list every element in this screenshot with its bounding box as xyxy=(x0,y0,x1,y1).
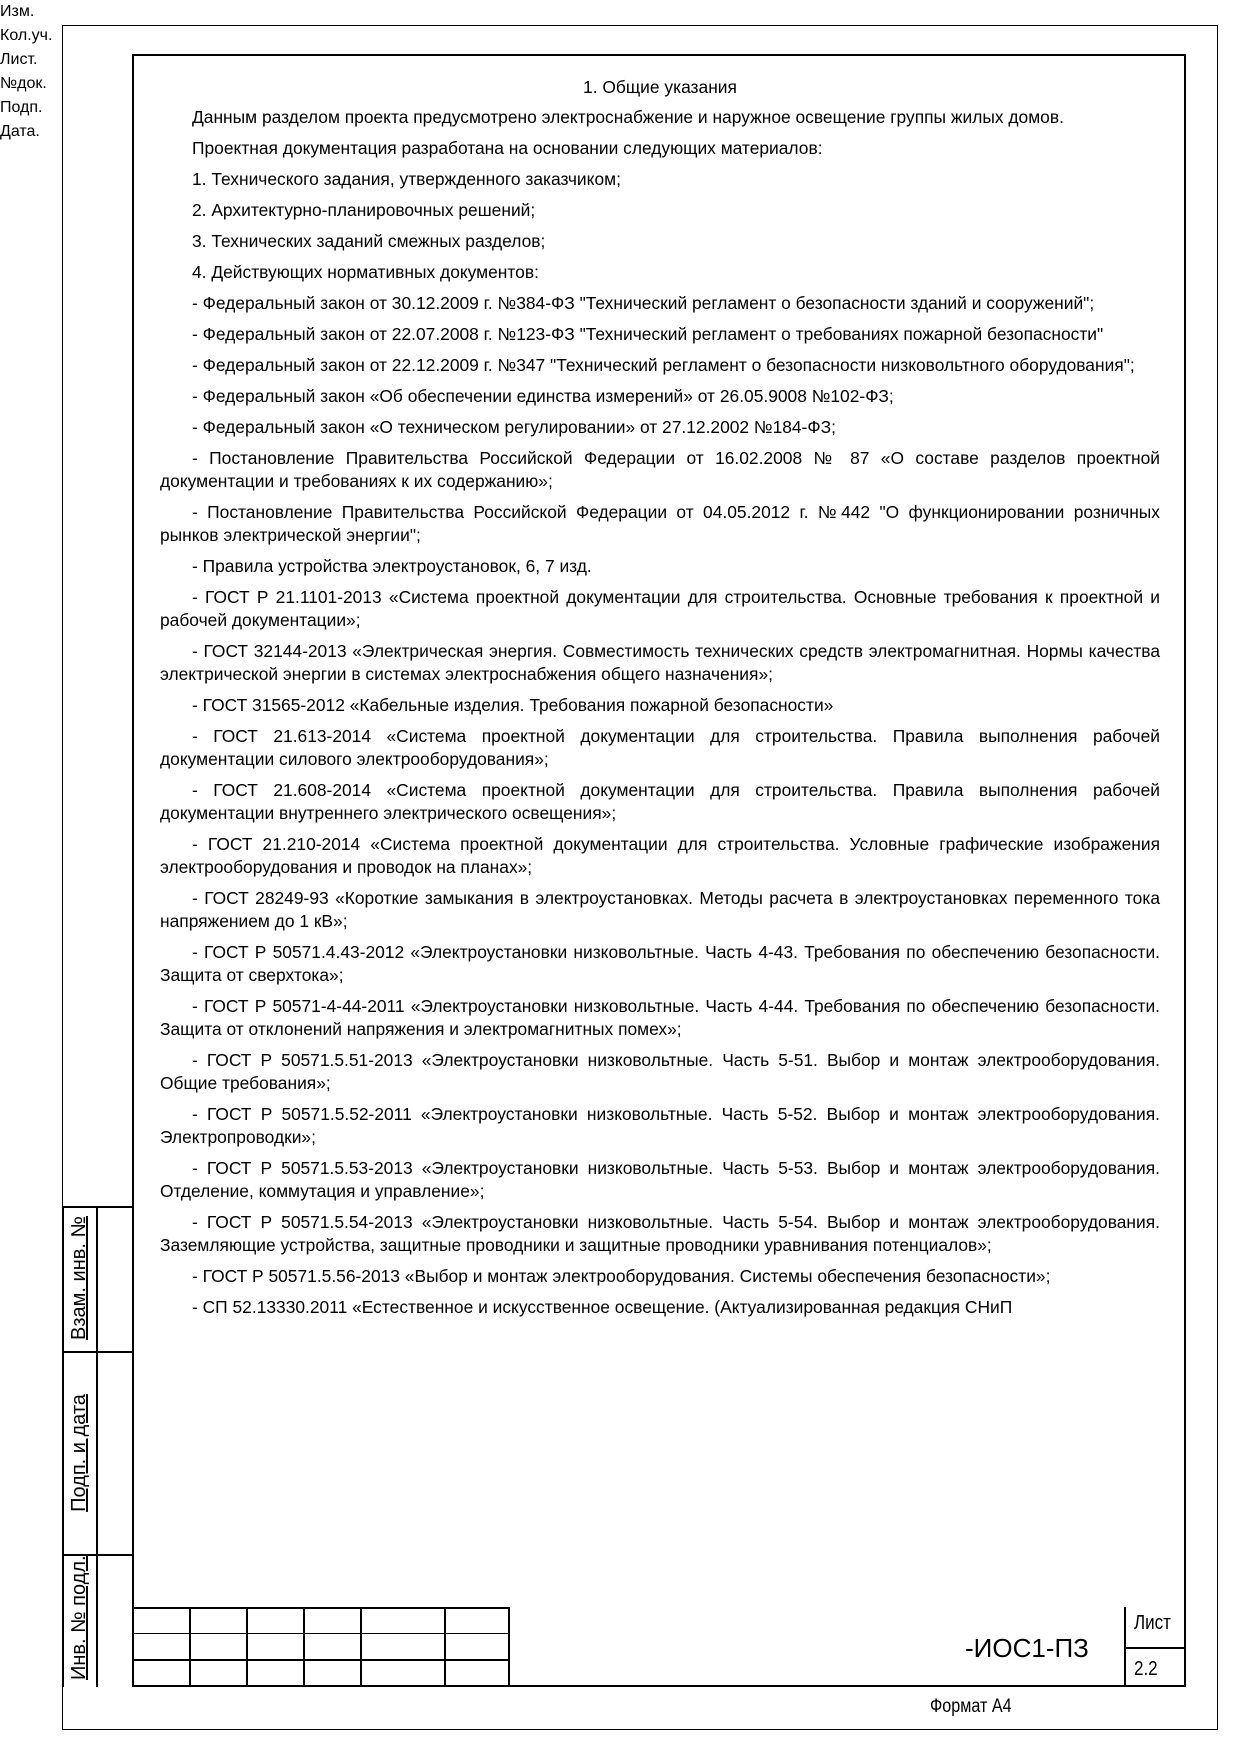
title-block-col-label: Подп. xyxy=(0,99,43,116)
stamp-original-inv: Инв. № подл. xyxy=(68,1555,90,1680)
paragraph: - Федеральный закон от 22.12.2009 г. №347 "Технический регламент о безопасности низковольтного оборудования"; xyxy=(192,355,1135,375)
paragraph: - Правила устройства электроустановок, 6, 7 изд. xyxy=(192,556,592,576)
title-block-col-label: Изм. xyxy=(0,3,35,20)
section-heading: 1. Общие указания xyxy=(583,77,737,97)
paragraph: 1. Технического задания, утвержденного заказчиком; xyxy=(192,169,621,189)
paragraph: - Федеральный закон «Об обеспечении единства измерений» от 26.05.9008 №102-ФЗ; xyxy=(192,386,894,406)
paragraph: Данным разделом проекта предусмотрено электроснабжение и наружное освещение группы жилых домов. xyxy=(192,107,1064,127)
document-body xyxy=(160,76,1160,1327)
paragraph: - Федеральный закон от 30.12.2009 г. №384-ФЗ "Технический регламент о безопасности зданий и сооружений"; xyxy=(192,293,1095,313)
paragraph: 2. Архитектурно-планировочных решений; xyxy=(192,200,536,220)
sheet-label: Лист xyxy=(1134,1612,1171,1634)
paragraph: - Постановление Правительства Российской Федерации от 16.02.2008 № 87 «О составе разделов проектной документации и требованиях к их содержанию»; xyxy=(160,448,1160,491)
paragraph: - ГОСТ Р 50571.5.52-2011 «Электроустановки низковольтные. Часть 5-52. Выбор и монтаж электрооборудования. Электропроводки»; xyxy=(160,1104,1160,1147)
title-block-col-label: №док. xyxy=(0,75,47,92)
title-block-col-label: Лист. xyxy=(0,51,38,68)
paragraph: - ГОСТ Р 50571.5.54-2013 «Электроустановки низковольтные. Часть 5-54. Выбор и монтаж электрооборудования. Заземляющие устройства, защитные проводники и защитные проводники уравнивания потенциалов»; xyxy=(160,1212,1160,1255)
paragraph: - ГОСТ 21.210-2014 «Система проектной документации для строительства. Условные графические изображения электрооборудования и проводок на планах»; xyxy=(160,834,1160,877)
paragraph: - ГОСТ Р 50571-4-44-2011 «Электроустановки низковольтные. Часть 4-44. Требования по обеспечению безопасности. Защита от отклонений напряжения и электромагнитных помех»; xyxy=(160,996,1160,1039)
title-block-col-label: Кол.уч. xyxy=(0,27,53,44)
paragraph: - ГОСТ 28249-93 «Короткие замыкания в электроустановках. Методы расчета в электроустановках переменного тока напряжением до 1 кВ»; xyxy=(160,888,1160,931)
document-code: -ИОС1-ПЗ xyxy=(965,1633,1089,1663)
paragraph: - Постановление Правительства Российской Федерации от 04.05.2012 г. №442 "О функционировании розничных рынков электрической энергии"; xyxy=(160,502,1160,545)
paragraph: 3. Технических заданий смежных разделов; xyxy=(192,231,546,251)
paragraph-list xyxy=(160,106,1160,1319)
stamp-signature-date: Подп. и дата xyxy=(68,1394,90,1512)
paragraph: - ГОСТ Р 50571.5.56-2013 «Выбор и монтаж электрооборудования. Системы обеспечения безопасности»; xyxy=(192,1266,1051,1286)
title-block-col-label: Дата. xyxy=(0,123,40,140)
paragraph: - ГОСТ Р 50571.5.51-2013 «Электроустановки низковольтные. Часть 5-51. Выбор и монтаж электрооборудования. Общие требования»; xyxy=(160,1050,1160,1093)
paragraph: - СП 52.13330.2011 «Естественное и искусственное освещение. (Актуализированная редакция СНиП xyxy=(192,1297,1013,1317)
paragraph: - ГОСТ 31565-2012 «Кабельные изделия. Требования пожарной безопасности» xyxy=(192,695,834,715)
paragraph: - ГОСТ Р 21.1101-2013 «Система проектной документации для строительства. Основные требования к проектной и рабочей документации»; xyxy=(160,587,1160,630)
paragraph: - ГОСТ Р 50571.4.43-2012 «Электроустановки низковольтные. Часть 4-43. Требования по обеспечению безопасности. Защита от сверхтока»; xyxy=(160,942,1160,985)
paragraph: 4. Действующих нормативных документов: xyxy=(192,262,539,282)
stamp-replacement-inv: Взам. инв. № xyxy=(68,1216,90,1340)
sheet-number: 2.2 xyxy=(1134,1658,1158,1680)
paragraph: - ГОСТ 32144-2013 «Электрическая энергия. Совместимость технических средств электромагнитная. Нормы качества электрической энергии в системах электроснабжения общего назначения»; xyxy=(160,641,1160,684)
paragraph: - ГОСТ 21.613-2014 «Система проектной документации для строительства. Правила выполнения рабочей документации силового электрооборудования»; xyxy=(160,726,1160,769)
format-label: Формат А4 xyxy=(930,1696,1012,1717)
paragraph: - ГОСТ Р 50571.5.53-2013 «Электроустановки низковольтные. Часть 5-53. Выбор и монтаж электрооборудования. Отделение, коммутация и управление»; xyxy=(160,1158,1160,1201)
paragraph: - ГОСТ 21.608-2014 «Система проектной документации для строительства. Правила выполнения рабочей документации внутреннего электрического освещения»; xyxy=(160,780,1160,823)
paragraph: Проектная документация разработана на основании следующих материалов: xyxy=(192,138,823,158)
paragraph: - Федеральный закон «О техническом регулировании» от 27.12.2002 №184-ФЗ; xyxy=(192,417,836,437)
margin-stamp xyxy=(62,1206,132,1687)
paragraph: - Федеральный закон от 22.07.2008 г. №123-ФЗ "Технический регламент о требованиях пожарной безопасности" xyxy=(192,324,1104,344)
